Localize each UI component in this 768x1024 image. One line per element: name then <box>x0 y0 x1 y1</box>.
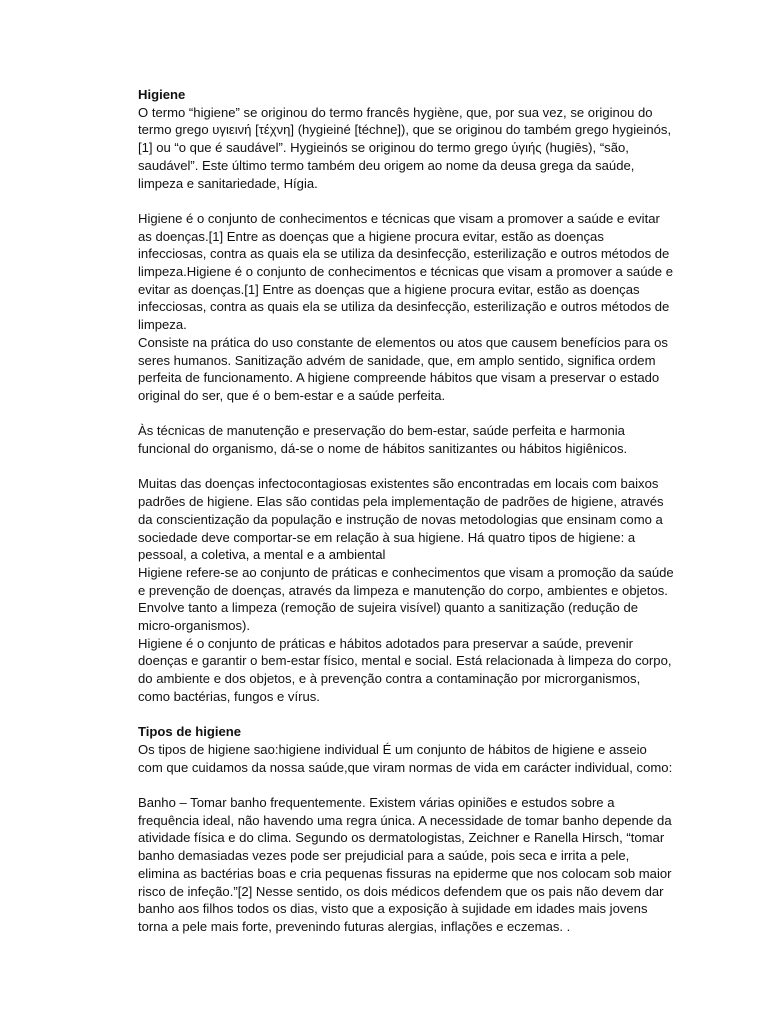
refers-paragraph: Higiene refere-se ao conjunto de práticas e conhecimentos que visam a promoção da saúde e prevenção de doenças, através da limpeza e manutenção do corpo, ambientes e objetos. Envolve tanto a limpeza (remoção de sujeira visível) quanto a sanitização (redução de micro-organismos). <box>138 564 674 634</box>
paragraph-gap <box>138 706 674 724</box>
techniques-paragraph: Às técnicas de manutenção e preservação do bem-estar, saúde perfeita e harmonia funcional do organismo, dá-se o nome de hábitos sanitizantes ou hábitos higiênicos. <box>138 423 628 457</box>
practice-paragraph: Consiste na prática do uso constante de elementos ou atos que causem benefícios para os seres humanos. Sanitização advém de sanidade, que, em amplo sentido, significa ordem perfeita de funcionamento. A higiene compreende hábitos que visam a preservar o estado original do ser, que é o bem-estar e a saúde perfeita. <box>138 334 668 403</box>
paragraph-gap <box>138 776 674 794</box>
bath-paragraph: Banho – Tomar banho frequentemente. Existem várias opiniões e estudos sobre a frequência ideal, não havendo uma regra única. A necessidade de tomar banho depende da atividade física e do clima. Segundo os dermatologistas, Zeichner e Ranella Hirsch, “tomar banho demasiadas vezes pode ser prejudicial para a saúde, pois seca e irrita a pele, elimina as bactérias boas e cria pequenas fissuras na epiderme que nos colocam sob maior risco de infeção.”[2] Nesse sentido, os dois médicos defendem que os pais não devem dar banho aos filhos todos os dias, visto que a exposição à sujidade em idades mais jovens torna a pele mais forte, prevenindo futuras alergias, inflações e eczemas. . <box>138 795 672 934</box>
paragraph-gap <box>138 405 674 423</box>
paragraph-gap <box>138 192 674 210</box>
types-intro-paragraph: Os tipos de higiene sao:higiene individual É um conjunto de hábitos de higiene e asseio com que cuidamos da nossa saúde,que viram normas de vida em carácter individual, como: <box>138 741 673 775</box>
diseases-paragraph: Muitas das doenças infectocontagiosas existentes são encontradas em locais com baixos padrões de higiene. Elas são contidas pela implementação de padrões de higiene, através da conscientização da população e instrução de novas metodologias que ensinam como a sociedade deve comportar-se em relação à sua higiene. Há quatro tipos de higiene: a pessoal, a coletiva, a mental e a ambiental <box>138 476 664 563</box>
document-page <box>138 86 674 936</box>
document-title: Higiene <box>138 87 186 102</box>
habits-paragraph: Higiene é o conjunto de práticas e hábitos adotados para preservar a saúde, prevenir doenças e garantir o bem-estar físico, mental e social. Está relacionada à limpeza do corpo, do ambiente e dos objetos, e à prevenção contra a contaminação por microrganismos, como bactérias, fungos e vírus. <box>138 635 672 704</box>
intro-paragraph: O termo “higiene” se originou do termo francês hygiène, que, por sua vez, se originou do termo grego υγιεινή [τέχνη] (hygieiné [téchne]), que se originou do também grego hygieinós,[1] ou “o que é saudável”. Hygieinós se originou do termo grego ὑγιής (hugiēs), “são, saudável”. Este último termo também deu origem ao nome da deusa grega da saúde, limpeza e sanitariedade, Hígia. <box>138 104 672 191</box>
types-heading: Tipos de higiene <box>138 724 242 740</box>
paragraph-gap <box>138 458 674 476</box>
definition-paragraph: Higiene é o conjunto de conhecimentos e técnicas que visam a promover a saúde e evitar as doenças.[1] Entre as doenças que a higiene procura evitar, estão as doenças infecciosas, contra as quais ela se utiliza da desinfecção, esterilização e outros métodos de limpeza.Higiene é o conjunto de conhecimentos e técnicas que visam a promover a saúde e evitar as doenças.[1] Entre as doenças que a higiene procura evitar, estão as doenças infecciosas, contra as quais ela se utiliza da desinfecção, esterilização e outros métodos de limpeza. <box>138 210 673 333</box>
